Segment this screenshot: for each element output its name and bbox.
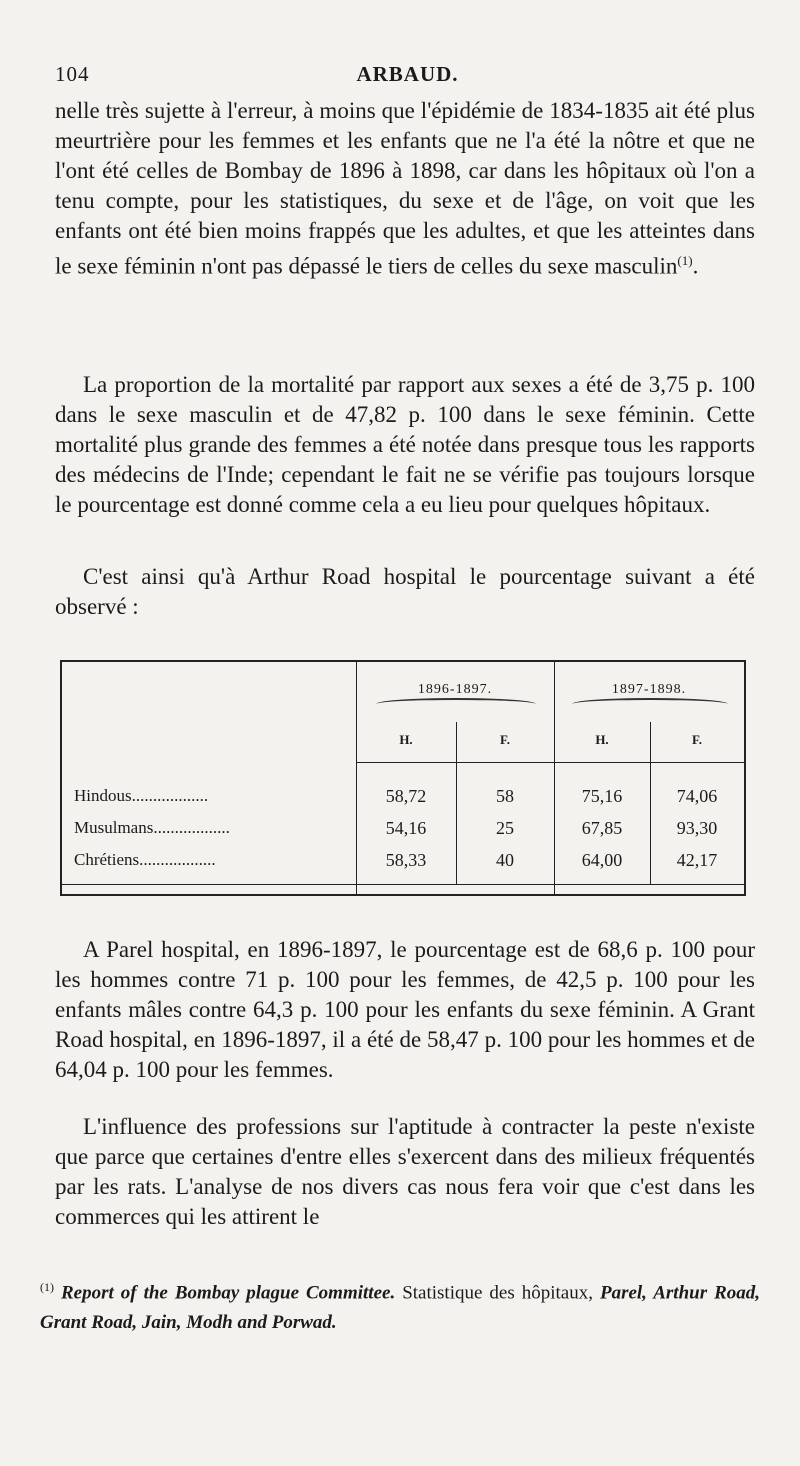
footnote-mark: (1) bbox=[40, 1280, 54, 1294]
table-cell: 58,33 bbox=[385, 850, 427, 870]
paragraph-3: C'est ainsi qu'à Arthur Road hospital le pourcentage suivant a été observé : bbox=[55, 564, 755, 619]
footnote-reference[interactable]: (1) bbox=[677, 253, 693, 268]
paragraph-1 bbox=[55, 96, 755, 282]
table-cell: 67,85 bbox=[581, 818, 623, 838]
table-cell: 75,16 bbox=[581, 786, 623, 806]
period-header-1: 1896-1897. bbox=[417, 682, 493, 697]
brace-2 bbox=[572, 698, 728, 710]
row-label: Chrétiens.................. bbox=[74, 850, 216, 869]
mortality-table bbox=[60, 660, 746, 896]
table-cell: 25 bbox=[496, 818, 514, 838]
col-header-f1: F. bbox=[500, 732, 510, 747]
brace-1 bbox=[376, 698, 536, 710]
table-cell: 40 bbox=[496, 850, 514, 870]
table-cell: 58,72 bbox=[385, 786, 427, 806]
paragraph-5: L'influence des professions sur l'aptitude à contracter la peste n'existe que parce que certaines d'entre elles s'exercent dans des milieux fréquentés par les rats. L'analyse de nos divers cas nous fera voir que c'est dans les commerces qui les attirent le bbox=[55, 1114, 755, 1229]
footnote-hospitals: Parel, Arthur Road, Grant Road, Jain, Modh and Porwad. bbox=[40, 1282, 761, 1334]
table-cell: 93,30 bbox=[676, 818, 718, 838]
row-label: Musulmans.................. bbox=[74, 818, 230, 837]
page-header bbox=[55, 62, 760, 96]
paragraph-1-end: . bbox=[692, 253, 699, 279]
footnote-text: Statistique des hôpitaux, bbox=[395, 1282, 600, 1304]
page-number: 104 bbox=[55, 62, 90, 86]
col-header-h1: H. bbox=[399, 732, 413, 747]
paragraph-2: La proportion de la mortalité par rapport aux sexes a été de 3,75 p. 100 dans le sexe masculin et de 47,82 p. 100 dans le sexe féminin. Cette mortalité plus grande des femmes a été notée dans presque tous les rapports des médecins de l'Inde; cependant le fait ne se vérifie pas toujours lorsque le pourcentage est donné comme cela a eu lieu pour quelques hôpitaux. bbox=[55, 372, 755, 517]
table-cell: 74,06 bbox=[676, 786, 718, 806]
table-divider bbox=[62, 884, 744, 885]
table-cell: 42,17 bbox=[676, 850, 718, 870]
col-header-h2: H. bbox=[595, 732, 609, 747]
table-cell: 58 bbox=[496, 786, 514, 806]
col-header-f2: F. bbox=[692, 732, 702, 747]
paragraph-4: A Parel hospital, en 1896-1897, le pourcentage est de 68,6 p. 100 pour les hommes contre 71 p. 100 pour les femmes, de 42,5 p. 100 pour les enfants mâles contre 64,3 p. 100 pour les enfants du sexe féminin. A Grant Road hospital, en 1896-1897, il a été de 58,47 p. 100 pour les hommes et de 64,04 p. 100 pour les femmes. bbox=[55, 937, 755, 1082]
paragraph-1-text: nelle très sujette à l'erreur, à moins que l'épidémie de 1834-1835 ait été plus meurtrière pour les femmes et les enfants que ne l'a été la nôtre et que ne l'ont été celles de Bombay de 1896 à 1898, car dans les hôpitaux où l'on a tenu compte, pour les statistiques, du sexe et de l'âge, on voit que les enfants ont été bien moins frappés que les adultes, et que les atteintes dans le sexe féminin n'ont pas dépassé le tiers de celles du sexe masculin bbox=[55, 98, 755, 279]
running-head: ARBAUD. bbox=[356, 62, 459, 86]
table-cell: 54,16 bbox=[385, 818, 427, 838]
table-divider bbox=[356, 762, 744, 763]
footnote-title: Report of the Bombay plague Committee. bbox=[61, 1282, 396, 1304]
period-header-2: 1897-1898. bbox=[611, 682, 687, 697]
footnote bbox=[40, 1272, 760, 1338]
table-cell: 64,00 bbox=[581, 850, 623, 870]
row-label: Hindous.................. bbox=[74, 786, 209, 805]
